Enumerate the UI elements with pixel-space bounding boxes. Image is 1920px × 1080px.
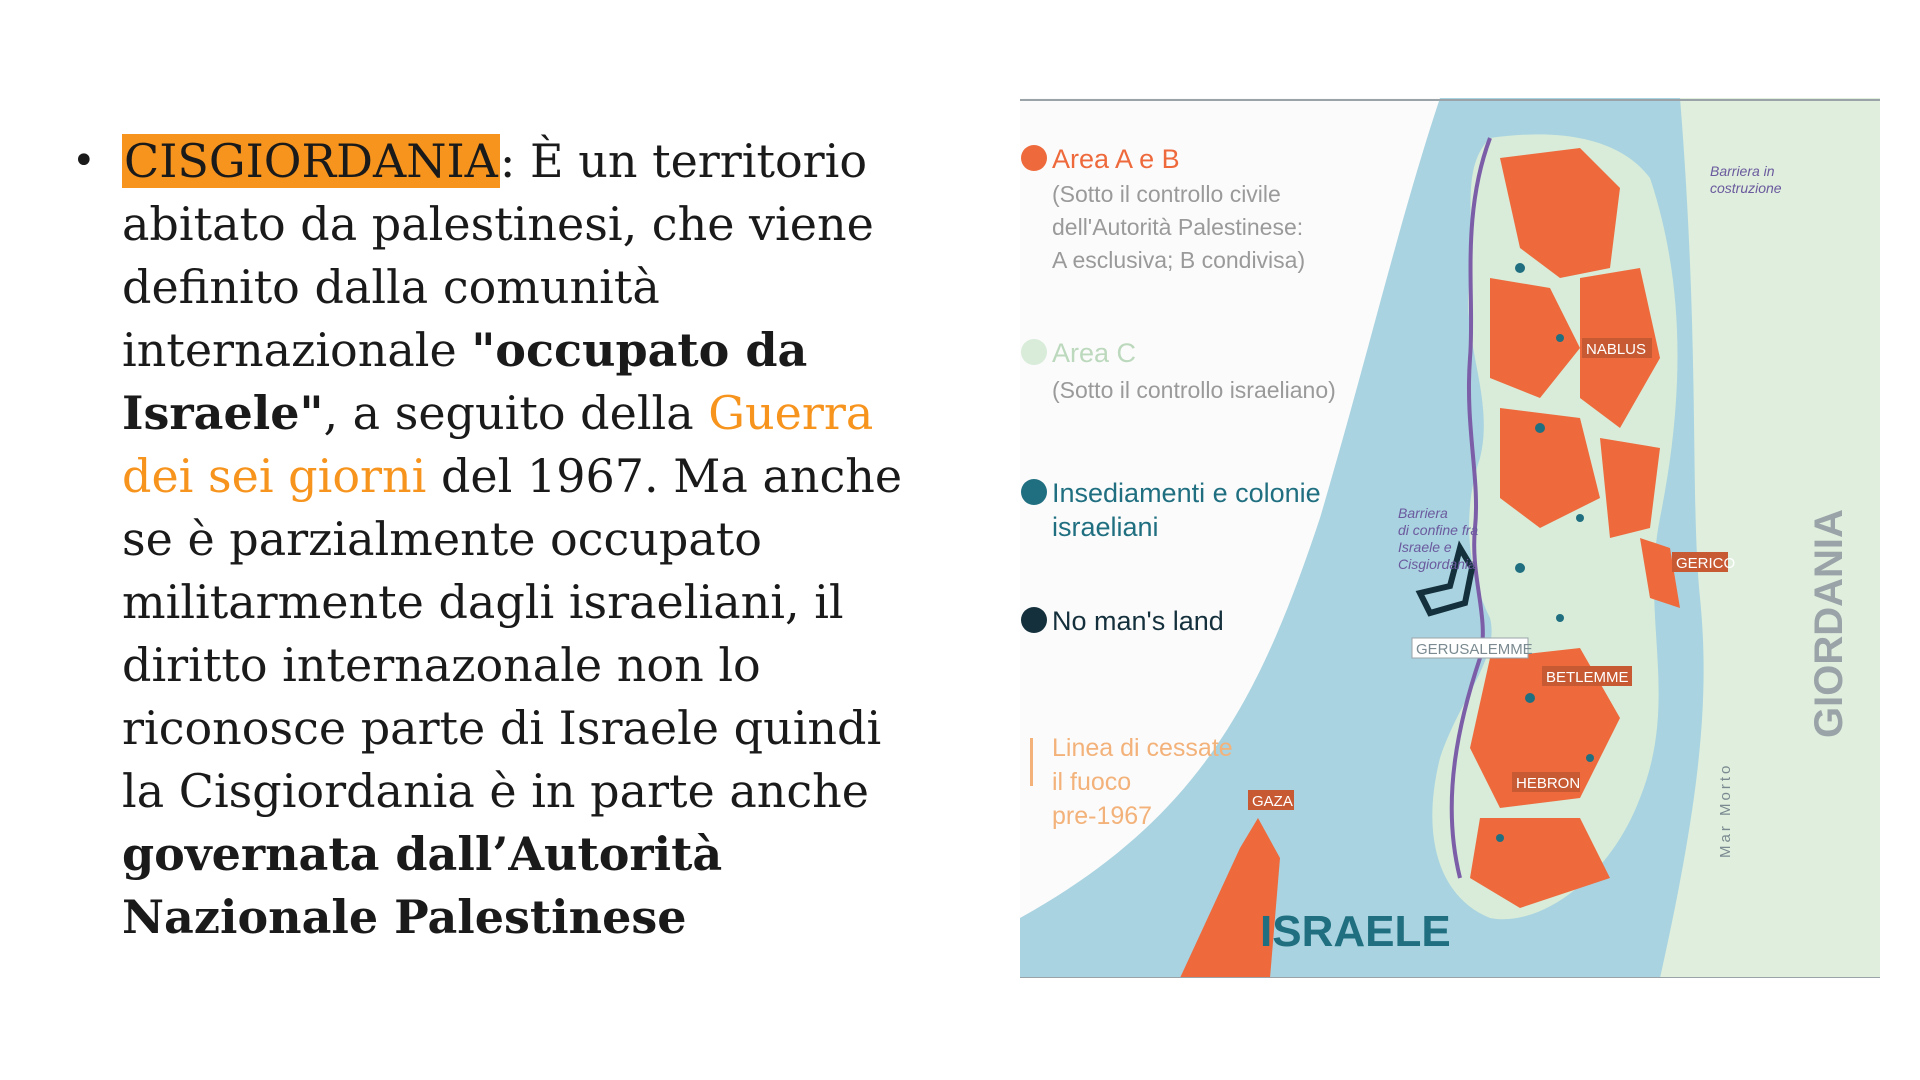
bullet-text (72, 130, 912, 949)
bold-phrase-autorita: governata dall’Autorità Nazionale Palestinese (122, 827, 723, 944)
label-barrier-construction-2: costruzione (1710, 180, 1782, 196)
legend-settlements-1: Insediamenti e colonie (1052, 478, 1321, 508)
bold-phrase-occupato: "occupato da Israele" (122, 323, 808, 440)
label-barrier-border-1: Barriera (1398, 505, 1448, 521)
legend-dot-no-mans-land (1021, 607, 1047, 633)
legend-settlements-2: israeliani (1052, 512, 1159, 542)
label-israele: ISRAELE (1260, 907, 1451, 956)
text-part-1: : È un territorio abitato da palestinesi, che viene definito dalla comunità internazionale (122, 134, 874, 377)
label-barrier-border-3: Israele e (1398, 539, 1452, 555)
map-svg (1020, 98, 1880, 978)
bullet-marker: • (72, 138, 96, 184)
legend-area-ab-desc-1: (Sotto il controllo civile (1052, 181, 1281, 207)
label-mar-morto: Mar Morto (1717, 762, 1734, 858)
legend-ceasefire-1: Linea di cessate (1052, 734, 1233, 762)
highlighted-term: CISGIORDANIA (124, 134, 498, 188)
label-nablus: NABLUS (1586, 341, 1647, 358)
label-barrier-border-2: di confine fra (1398, 522, 1479, 538)
legend-area-ab-desc-3: A esclusiva; B condivisa) (1052, 247, 1306, 273)
legend-dot-area-c (1021, 339, 1047, 365)
legend-ceasefire-2: il fuoco (1052, 768, 1132, 796)
legend-area-ab-title: Area A e B (1052, 144, 1180, 174)
legend-no-mans-land: No man's land (1052, 606, 1224, 636)
text-part-2: , a seguito della (323, 386, 709, 440)
west-bank-map (1020, 98, 1880, 978)
label-betlemme: BETLEMME (1546, 669, 1629, 686)
label-gaza: GAZA (1252, 793, 1293, 810)
link-guerra-sei-giorni[interactable]: Guerra dei sei giorni (122, 386, 874, 503)
label-barrier-border-4: Cisgiordania (1398, 556, 1476, 572)
legend-area-c-title: Area C (1052, 338, 1137, 368)
legend-area-ab-desc-2: dell'Autorità Palestinese: (1052, 214, 1304, 240)
label-barrier-construction-1: Barriera in (1710, 163, 1775, 179)
label-gerico: GERICO (1676, 555, 1736, 572)
text-part-3: del 1967. Ma anche se è parzialmente occupato militarmente dagli israeliani, il diritto internazonale non lo riconosce parte di Israele quindi la Cisgiordania è in parte anche (122, 449, 903, 818)
legend-dot-area-ab (1021, 145, 1047, 171)
legend-ceasefire-3: pre-1967 (1052, 802, 1153, 830)
label-gerusalemme: GERUSALEMME (1416, 641, 1533, 658)
legend-area-c-desc: (Sotto il controllo israeliano) (1052, 377, 1336, 403)
label-giordania: GIORDANIA (1807, 509, 1851, 738)
legend-ceasefire-line (1030, 738, 1033, 786)
label-hebron: HEBRON (1516, 775, 1581, 792)
bullet-paragraph (122, 130, 912, 949)
legend-dot-settlements (1021, 479, 1047, 505)
